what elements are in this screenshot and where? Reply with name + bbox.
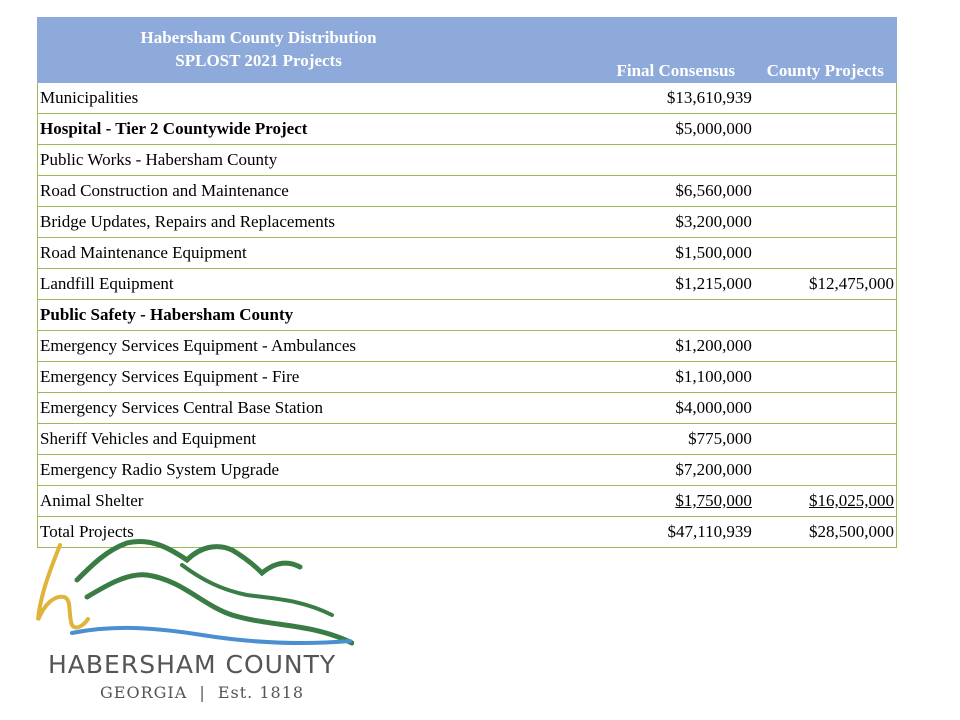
table-row (38, 238, 897, 269)
total-county-projects: $28,500,000 (754, 517, 897, 548)
row-label: Public Safety - Habersham County (38, 300, 598, 331)
table-title-line2: SPLOST 2021 Projects (175, 51, 342, 70)
row-label: Emergency Radio System Upgrade (38, 455, 598, 486)
logo-state: GEORGIA (100, 683, 188, 702)
row-label: Public Works - Habersham County (38, 145, 598, 176)
row-label: Municipalities (38, 83, 598, 114)
row-label: Emergency Services Central Base Station (38, 393, 598, 424)
table-header-row (38, 18, 897, 83)
row-final-consensus: $1,500,000 (598, 238, 754, 269)
row-county-projects (754, 393, 897, 424)
table-row (38, 300, 897, 331)
logo-established: Est. 1818 (217, 683, 305, 702)
row-final-consensus: $5,000,000 (598, 114, 754, 145)
column-header-county-projects: County Projects (754, 18, 897, 83)
row-final-consensus: $6,560,000 (598, 176, 754, 207)
row-label: Emergency Services Equipment - Fire (38, 362, 598, 393)
row-label: Bridge Updates, Repairs and Replacements (38, 207, 598, 238)
row-label: Road Maintenance Equipment (38, 238, 598, 269)
logo-subtitle (100, 683, 304, 702)
table-row (38, 145, 897, 176)
logo-county-name: HABERSHAM COUNTY (48, 650, 337, 679)
splost-table (37, 17, 897, 548)
row-label: Landfill Equipment (38, 269, 598, 300)
row-county-projects (754, 145, 897, 176)
row-label: Emergency Services Equipment - Ambulances (38, 331, 598, 362)
row-county-projects: $16,025,000 (754, 486, 897, 517)
row-county-projects (754, 362, 897, 393)
row-final-consensus (598, 145, 754, 176)
row-county-projects (754, 331, 897, 362)
table-title (38, 18, 598, 83)
row-final-consensus: $775,000 (598, 424, 754, 455)
row-county-projects (754, 114, 897, 145)
total-final-consensus: $47,110,939 (598, 517, 754, 548)
row-final-consensus (598, 300, 754, 331)
row-final-consensus: $1,215,000 (598, 269, 754, 300)
row-label: Animal Shelter (38, 486, 598, 517)
table-row (38, 331, 897, 362)
row-final-consensus: $3,200,000 (598, 207, 754, 238)
row-label: Hospital - Tier 2 Countywide Project (38, 114, 598, 145)
logo-mountains (77, 541, 300, 580)
logo-divider: | (199, 683, 206, 702)
table-row (38, 83, 897, 114)
table-row (38, 269, 897, 300)
row-label: Road Construction and Maintenance (38, 176, 598, 207)
table-row (38, 207, 897, 238)
row-county-projects (754, 455, 897, 486)
row-label: Sheriff Vehicles and Equipment (38, 424, 598, 455)
table-row (38, 455, 897, 486)
total-label: Total Projects (38, 517, 598, 548)
table-row (38, 114, 897, 145)
table-row (38, 424, 897, 455)
table-title-line1: Habersham County Distribution (140, 28, 377, 47)
row-county-projects (754, 424, 897, 455)
column-header-final-consensus: Final Consensus (598, 18, 754, 83)
row-county-projects (754, 300, 897, 331)
logo-mountains-mid (182, 565, 332, 615)
row-final-consensus: $7,200,000 (598, 455, 754, 486)
row-final-consensus: $4,000,000 (598, 393, 754, 424)
table-row (38, 393, 897, 424)
row-county-projects (754, 176, 897, 207)
row-county-projects (754, 238, 897, 269)
logo-script-h (38, 545, 88, 627)
table-row (38, 486, 897, 517)
table-row (38, 176, 897, 207)
row-final-consensus: $1,100,000 (598, 362, 754, 393)
row-final-consensus: $1,750,000 (598, 486, 754, 517)
table-row (38, 362, 897, 393)
row-county-projects (754, 83, 897, 114)
row-county-projects (754, 207, 897, 238)
row-county-projects: $12,475,000 (754, 269, 897, 300)
row-final-consensus: $13,610,939 (598, 83, 754, 114)
row-final-consensus: $1,200,000 (598, 331, 754, 362)
